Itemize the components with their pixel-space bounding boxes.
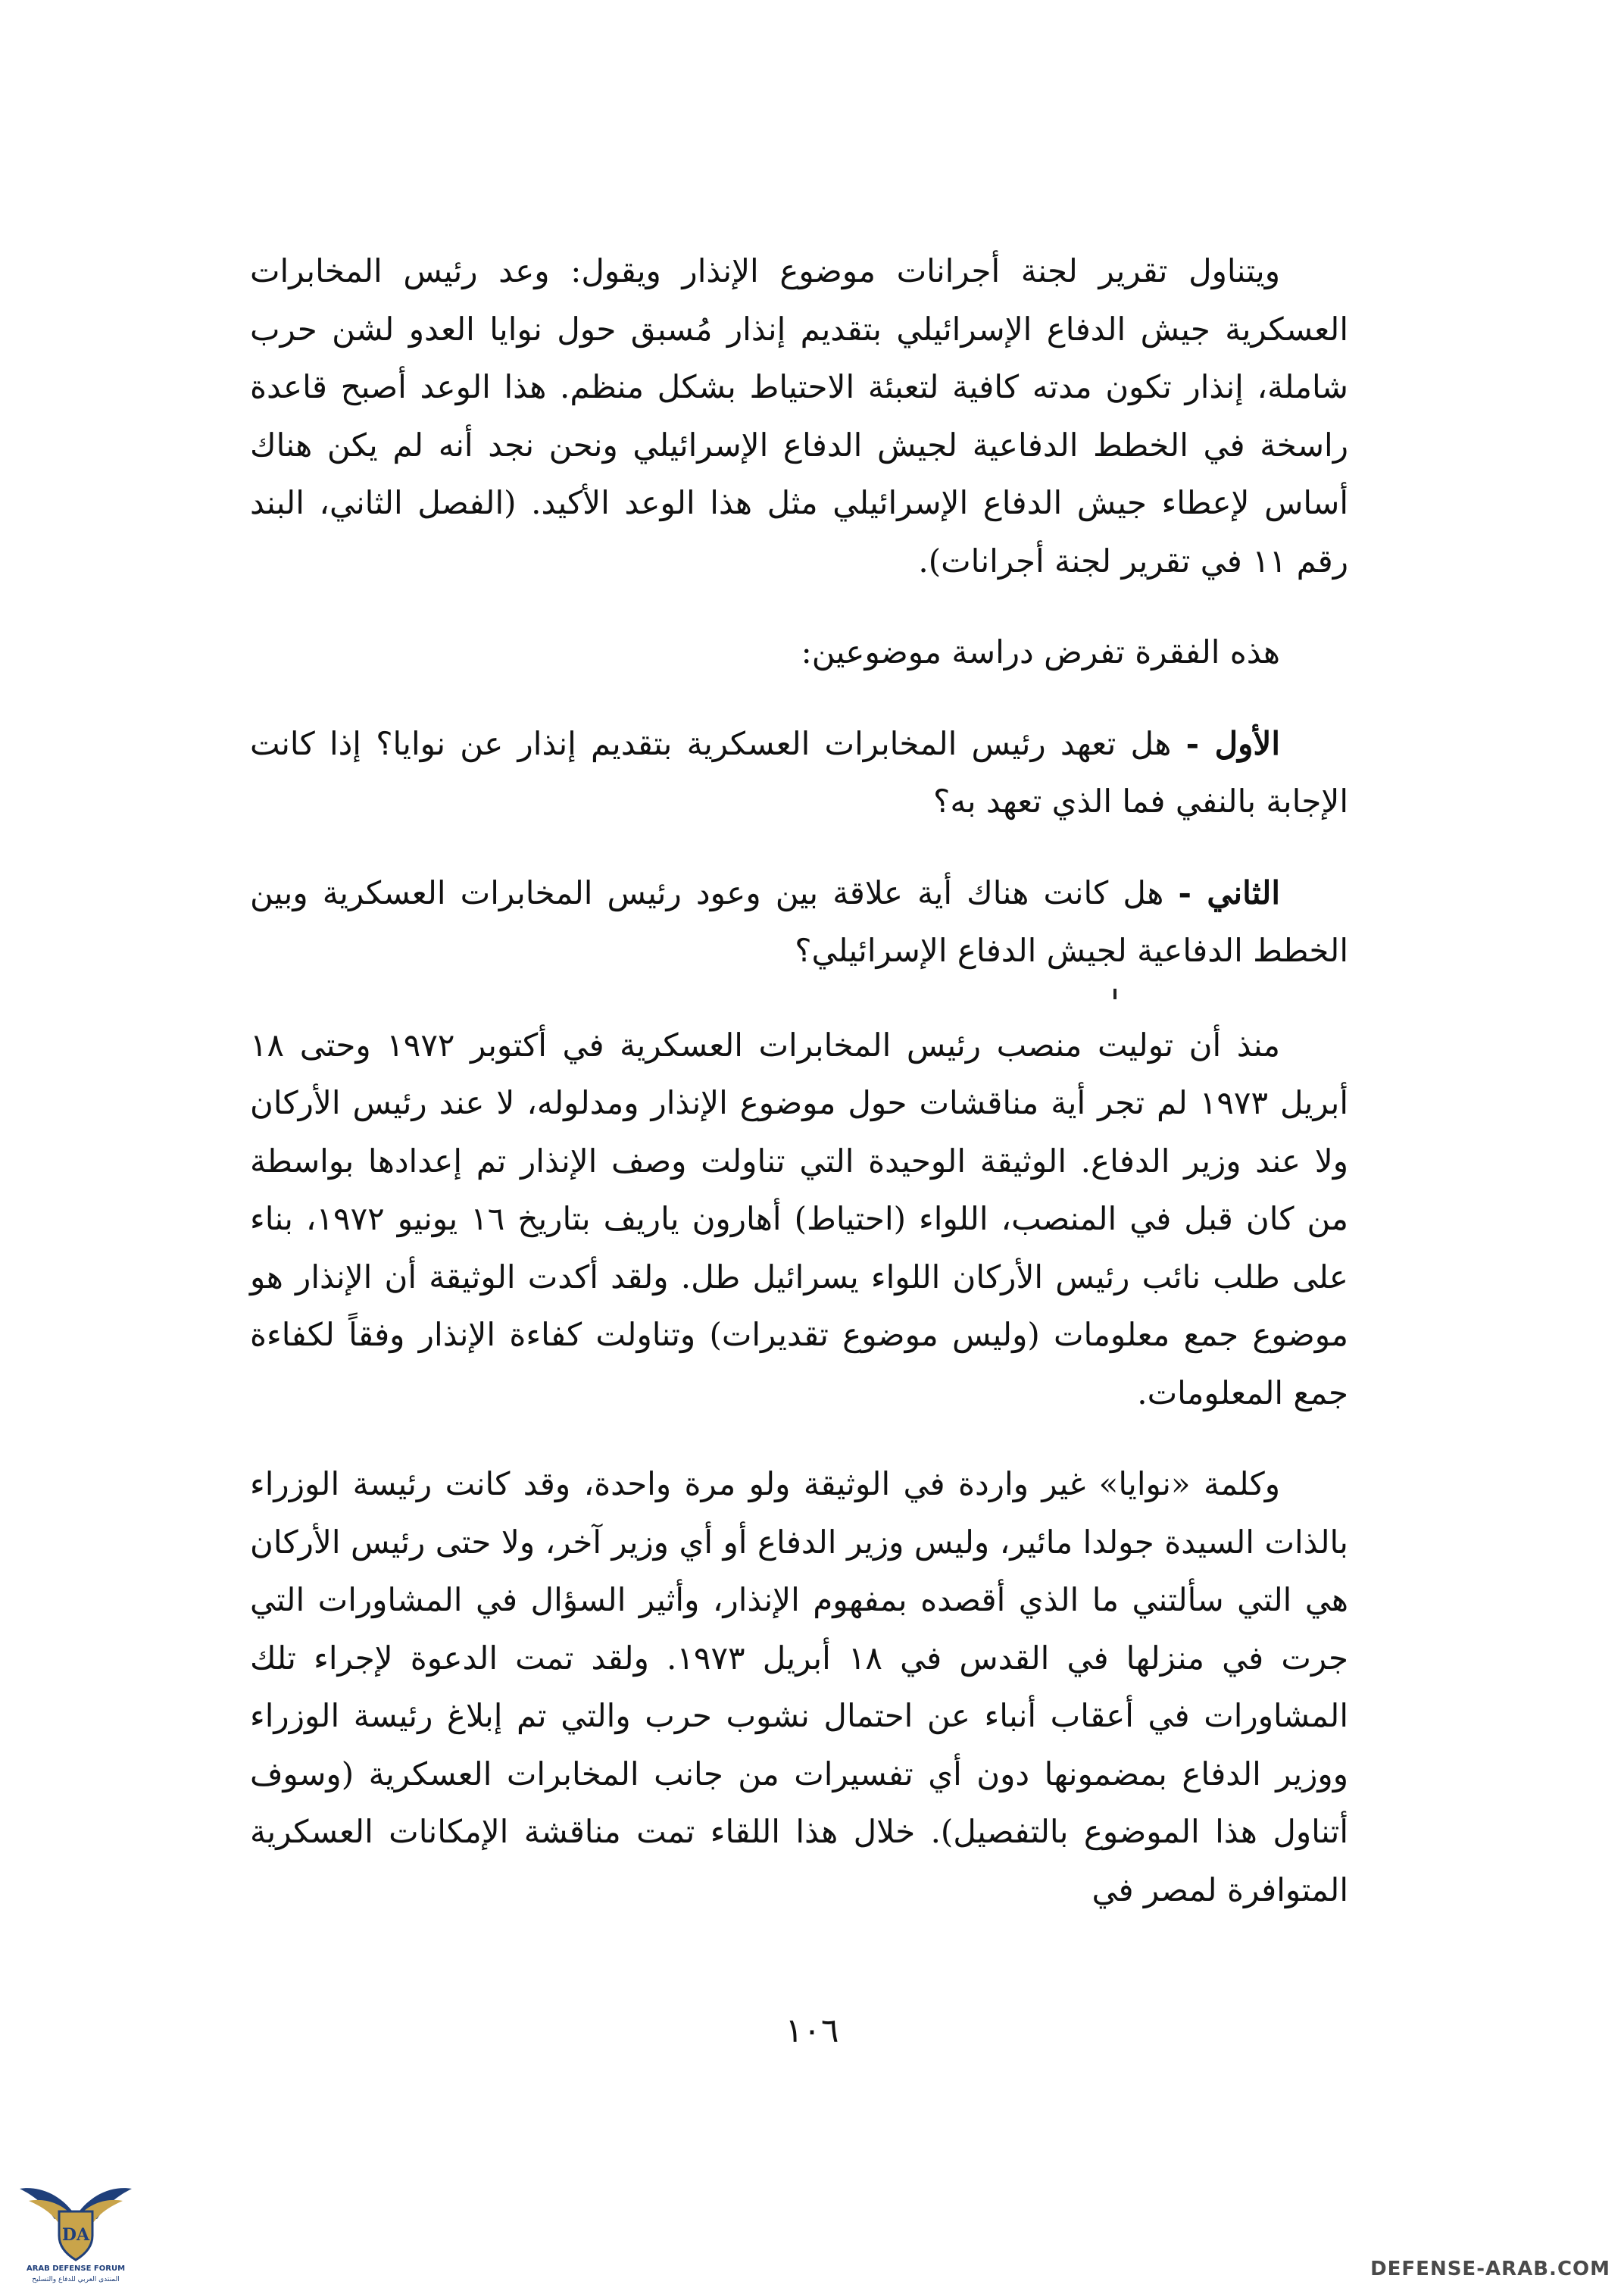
page-number: ١٠٦: [785, 2011, 839, 2050]
arab-defense-forum-logo: [15, 2163, 136, 2284]
second-question-text: هل كانت هناك أية علاقة بين وعود رئيس المخابرات العسكرية وبين الخطط الدفاعية لجيش الدفاع الإسرائيلي؟: [250, 874, 1348, 969]
svg-text:ARAB DEFENSE FORUM: ARAB DEFENSE FORUM: [26, 2264, 126, 2273]
paragraph-agranat-quote: ويتناول تقرير لجنة أجرانات موضوع الإنذار ويقول: وعد رئيس المخابرات العسكرية جيش الدفاع الإسرائيلي بتقديم إنذار مُسبق حول نوايا العدو لشن حرب شاملة، إنذار تكون مدته كافية لتعبئة الاحتياط بشكل منظم. هذا الوعد أصبح قاعدة راسخة في الخطط الدفاعية لجيش الدفاع الإسرائيلي ونحن نجد أنه لم يكن هناك أساس لإعطاء جيش الدفاع الإسرائيلي مثل هذا الوعد الأكيد. (الفصل الثاني، البند رقم ١١ في تقرير لجنة أجرانات).: [250, 252, 1348, 580]
paragraph-intentions-word: وكلمة «نوايا» غير واردة في الوثيقة ولو مرة واحدة، وقد كانت رئيسة الوزراء بالذات السيدة جولدا مائير، وليس وزير الدفاع أو أي وزير آخر، ولا حتى رئيس الأركان هي التي سألتني ما الذي أقصده بمفهوم الإنذار، وأثير السؤال في المشاورات التي جرت في منزلها في القدس في ١٨ أبريل ١٩٧٣. ولقد تمت الدعوة لإجراء تلك المشاورات في أعقاب أنباء عن احتمال نشوب حرب والتي تم إبلاغ رئيسة الوزراء ووزير الدفاع بمضمونها دون أي تفسيرات من جانب المخابرات العسكرية (وسوف أتناول هذا الموضوع بالتفصيل). خلال هذا اللقاء تمت مناقشة الإمكانات العسكرية المتوافرة لمصر في: [250, 1465, 1348, 1908]
page-body: [250, 242, 1348, 1919]
logo-emblem-icon: [15, 2163, 136, 2284]
first-question-lead: الأول -: [1185, 724, 1280, 762]
paragraph-since-appointment: منذ أن توليت منصب رئيس المخابرات العسكرية في أكتوبر ١٩٧٢ وحتى ١٨ أبريل ١٩٧٣ لم تجر أية مناقشات حول موضوع الإنذار ومدلوله، لا عند رئيس الأركان ولا عند وزير الدفاع. الوثيقة الوحيدة التي تناولت وصف الإنذار تم إعدادها بواسطة من كان قبل في المنصب، اللواء (احتياط) أهارون ياريف بتاريخ ١٦ يونيو ١٩٧٢، بناء على طلب نائب رئيس الأركان اللواء يسرائيل طل. ولقد أكدت الوثيقة أن الإنذار هو موضوع جمع معلومات (وليس موضوع تقديرات) وتناولت كفاءة الإنذار وفقاً لكفاءة جمع المعلومات.: [250, 1026, 1348, 1411]
svg-text:المنتدى العربي للدفاع والتسليح: المنتدى العربي للدفاع والتسليح: [32, 2276, 120, 2283]
paragraph-first-question: [250, 715, 1348, 831]
scan-speck: [1113, 989, 1116, 999]
paragraph-two-topics: هذه الفقرة تفرض دراسة موضوعين:: [801, 633, 1280, 670]
first-question-text: هل تعهد رئيس المخابرات العسكرية بتقديم إنذار عن نوايا؟ إذا كانت الإجابة بالنفي فما الذي تعهد به؟: [250, 724, 1348, 820]
website-watermark: DEFENSE-ARAB.COM: [1370, 2258, 1610, 2280]
paragraph-second-question: [250, 864, 1348, 980]
svg-text:DA: DA: [61, 2225, 90, 2245]
second-question-lead: الثاني -: [1178, 874, 1280, 911]
